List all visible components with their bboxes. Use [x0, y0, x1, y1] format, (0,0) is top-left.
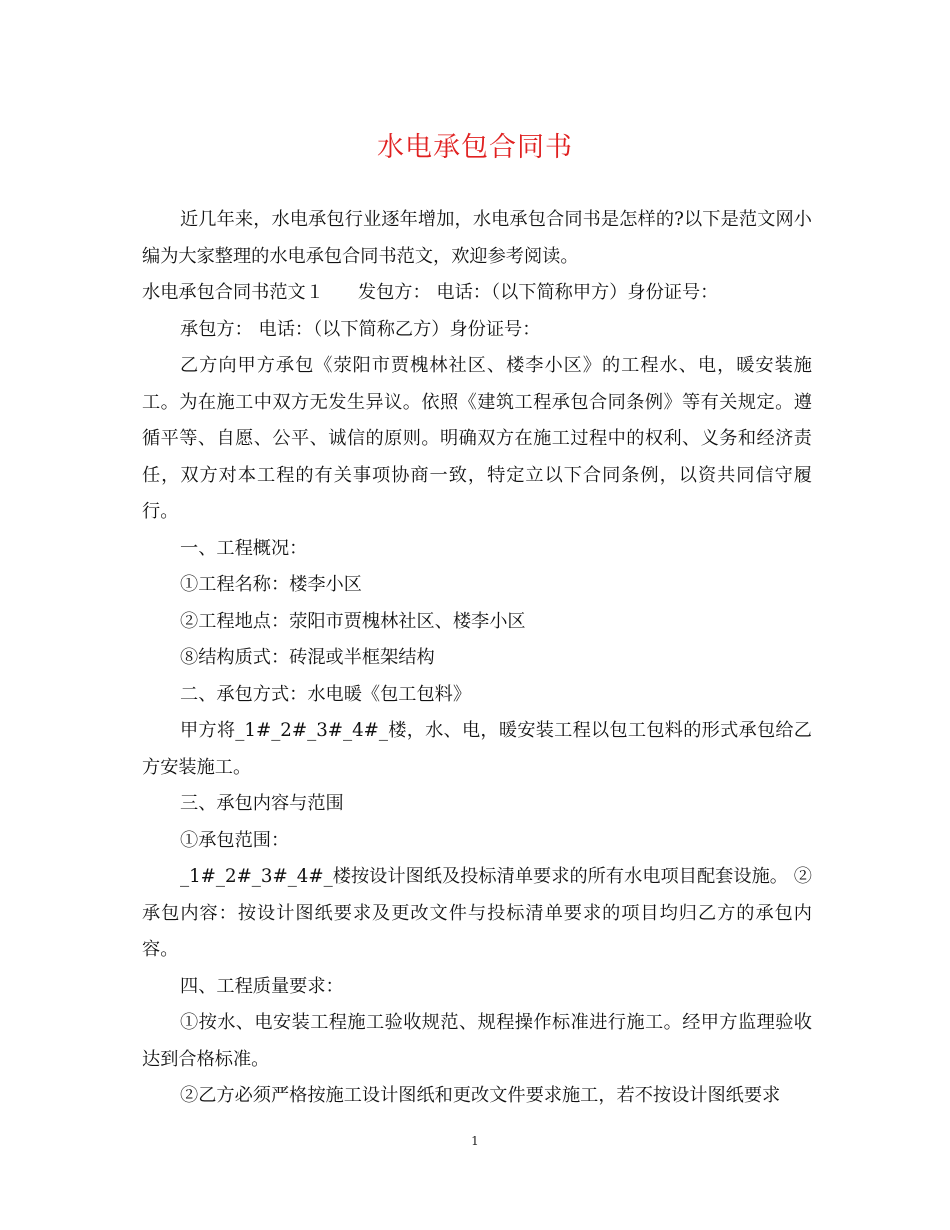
page-number: 1 — [471, 1134, 479, 1148]
document-title: 水电承包合同书 — [377, 132, 573, 163]
paragraph-sample-heading — [142, 275, 812, 312]
paragraph-intro: 近几年来，水电承包行业逐年增加，水电承包合同书是怎样的?以下是范文网小编为大家整理的水电承包合同书范文，欢迎参考阅读。 — [142, 209, 812, 267]
list-item-project-name: ①工程名称：楼李小区 — [180, 574, 362, 595]
list-item-quality-1: ①按水、电安装工程施工验收规范、规程操作标准进行施工。经甲方监理验收达到合格标准。 — [142, 1012, 812, 1070]
list-item-structure: ⑧结构质式：砖混或半框架结构 — [180, 647, 435, 668]
document-body — [142, 202, 812, 1115]
paragraph-scope: _1#_2#_3#_4#_楼按设计图纸及投标清单要求的所有水电项目配套设施。 ②承包内容：按设计图纸要求及更改文件与投标清单要求的项目均归乙方的承包内容。 — [142, 866, 812, 960]
section-heading-contract-method: 二、承包方式：水电暖《包工包料》 — [180, 683, 472, 705]
paragraph-agreement: 乙方向甲方承包《荥阳市贾槐林社区、楼李小区》的工程水、电，暖安装施工。为在施工中双方无发生异议。依照《建筑工程承包合同条例》等有关规定。遵循平等、自愿、公平、诚信的原则。明确双方在施工过程中的权利、义务和经济责任，双方对本工程的有关事项协商一致，特定立以下合同条例，以资共同信守履行。 — [142, 355, 812, 522]
list-item-scope: ①承包范围： — [180, 829, 290, 851]
employer-line: 发包方： 电话：（以下简称甲方）身份证号： — [357, 282, 719, 303]
section-heading-quality: 四、工程质量要求： — [180, 975, 344, 997]
list-item-quality-2: ②乙方必须严格按施工设计图纸和更改文件要求施工，若不按设计图纸要求 — [180, 1085, 781, 1106]
paragraph-contract-method: 甲方将_1#_2#_3#_4#_楼，水、电，暖安装工程以包工包料的形式承包给乙方安装施工。 — [142, 720, 812, 778]
paragraph-contractor: 承包方： 电话：（以下简称乙方）身份证号： — [180, 318, 541, 340]
list-item-project-location: ②工程地点：荥阳市贾槐林社区、楼李小区 — [180, 610, 526, 632]
section-heading-scope: 三、承包内容与范围 — [180, 793, 344, 814]
sample-title: 水电承包合同书范文１ — [142, 282, 324, 303]
section-heading-overview: 一、工程概况： — [180, 537, 308, 559]
